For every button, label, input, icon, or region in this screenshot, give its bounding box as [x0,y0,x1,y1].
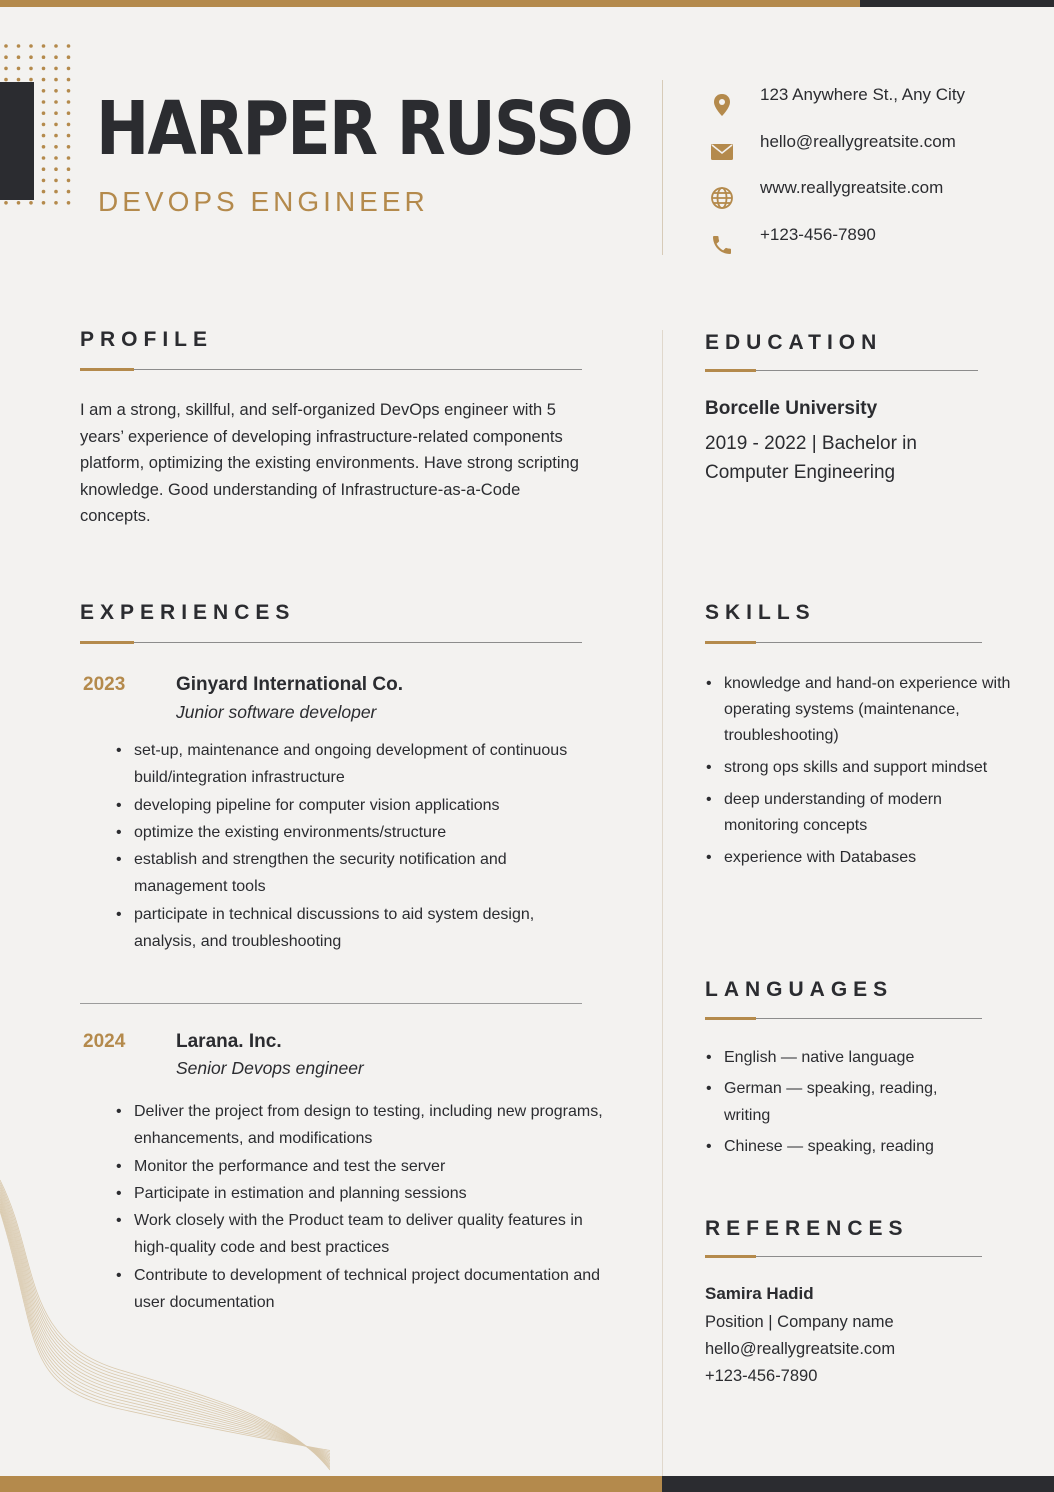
languages-list [706,1044,976,1160]
contact-website [708,175,944,222]
reference-position: Position | Company name [705,1313,894,1331]
skills-heading: SKILLS [705,601,816,624]
mail-icon [708,138,736,166]
job-title: DEVOPS ENGINEER [98,186,429,217]
languages-heading: LANGUAGES [705,978,894,1001]
list-item: • Contribute to development of technical project documentation and user documentation [116,1262,612,1317]
education-heading: EDUCATION [705,331,883,354]
phone-icon [708,231,736,259]
list-item: • participate in technical discussions to aid system design, analysis, and troubleshooting [116,901,596,956]
address-text: 123 Anywhere St., Any City [760,85,966,104]
list-item: • Monitor the performance and test the server [116,1153,612,1180]
header-divider [662,80,663,255]
profile-rule [80,369,582,370]
top-dark-bar [860,0,1054,7]
list-item: • Chinese — speaking, reading [706,1133,976,1160]
list-item: • English — native language [706,1044,976,1071]
languages-rule [705,1018,982,1019]
experience-bullet-list [116,1098,612,1316]
experience-role: Senior Devops engineer [176,1058,364,1078]
website-link[interactable]: www.reallygreatsite.com [760,178,944,197]
experiences-rule [80,642,582,643]
phone-text: +123-456-7890 [760,224,876,244]
list-item: • experience with Databases [706,845,1011,871]
references-rule [705,1256,982,1257]
list-item: • establish and strengthen the security notification and management tools [116,846,596,901]
location-pin-icon [708,91,736,119]
profile-text: I am a strong, skillful, and self-organized DevOps engineer with 5 years’ experience of developing infrastructure-related components platform, optimizing the existing environments. Have strong scripting knowledge. Good understanding of Infrastructure-as-a-Code concepts. [80,401,579,525]
contact-email [708,129,956,176]
experience-role: Junior software developer [176,702,377,722]
list-item: • set-up, maintenance and ongoing development of continuous build/integration infrastructure [116,737,596,792]
reference-phone: +123-456-7890 [705,1367,818,1385]
contact-phone [708,222,876,269]
experience-separator [80,1003,582,1004]
top-accent-bar [0,0,860,7]
list-item: • German — speaking, reading, writing [706,1075,976,1129]
experiences-heading: EXPERIENCES [80,601,296,624]
education-detail: 2019 - 2022 | Bachelor in Computer Engineering [705,433,917,483]
contact-list [708,82,966,268]
globe-icon [708,184,736,212]
experience-bullet-list [116,737,596,955]
reference-email[interactable]: hello@reallygreatsite.com [705,1340,896,1358]
list-item: • Deliver the project from design to testing, including new programs, enhancements, and modifications [116,1098,612,1153]
bottom-dark-bar [662,1476,1054,1492]
experience-year: 2024 [83,1031,126,1052]
education-rule [705,370,978,371]
candidate-name: HARPER RUSSO [96,86,632,172]
column-divider [662,330,663,1476]
skills-rule [705,642,982,643]
experience-company: Larana. Inc. [176,1031,282,1052]
email-link[interactable]: hello@reallygreatsite.com [760,131,956,151]
education-school: Borcelle University [705,398,878,419]
list-item: • strong ops skills and support mindset [706,755,1011,781]
experience-year: 2023 [83,674,126,695]
list-item: • deep understanding of modern monitoring concepts [706,787,1011,839]
experience-company: Ginyard International Co. [176,674,403,695]
list-item: • Work closely with the Product team to deliver quality features in high-quality code and best practices [116,1207,612,1262]
list-item: • developing pipeline for computer vision applications [116,792,596,819]
contact-address [708,82,966,129]
skills-list [706,671,1011,871]
list-item: • optimize the existing environments/structure [116,819,596,846]
list-item: • knowledge and hand-on experience with operating systems (maintenance, troubleshooting) [706,671,1011,749]
references-heading: REFERENCES [705,1217,909,1240]
header-dark-block [0,82,34,200]
reference-name: Samira Hadid [705,1284,814,1303]
bottom-accent-bar [0,1476,662,1492]
list-item: • Participate in estimation and planning sessions [116,1180,612,1207]
profile-heading: PROFILE [80,328,214,351]
